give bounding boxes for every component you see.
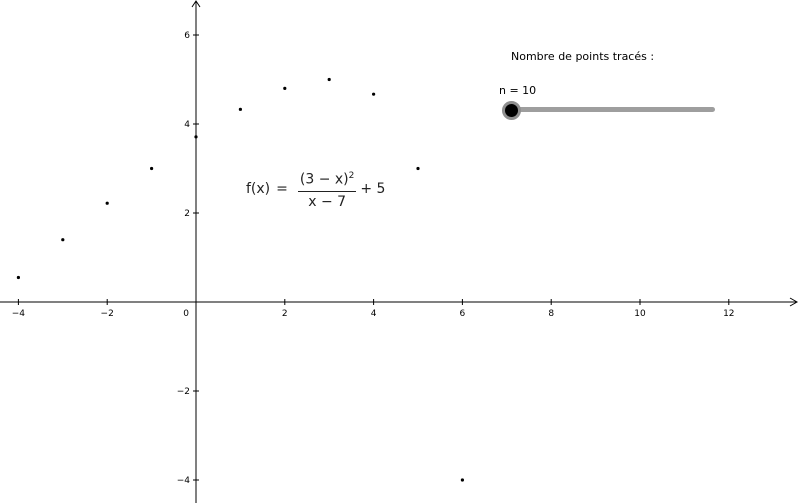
slider-track[interactable] [511,107,715,112]
plot-point [17,276,20,279]
plot-point [150,167,153,170]
x-tick-label: −4 [11,309,26,319]
y-tick-label: 4 [184,120,190,130]
x-tick-label: 12 [723,309,735,319]
plot-point [461,478,464,481]
slider-knob[interactable] [502,101,521,120]
x-tick-label: 10 [634,309,646,319]
plot-point [328,78,331,81]
x-tick-label: 8 [548,309,555,319]
x-tick-label: 2 [281,309,288,319]
formula-tail: + 5 [360,181,386,198]
x-tick-label: 4 [370,309,377,319]
y-tick-label: 6 [184,31,190,41]
slider-title: Nombre de points tracés : [511,50,655,63]
plot-point [416,167,419,170]
formula-equals: = [276,181,288,198]
x-tick-label: 6 [459,309,466,319]
slider-value-label: n = 10 [499,84,537,97]
plot-point [239,108,242,111]
origin-label: 0 [183,309,189,319]
plot-point [283,87,286,90]
formula-exponent: 2 [348,171,355,181]
formula-fraction [298,168,356,211]
formula-lhs: f(x) [246,181,271,198]
formula-numerator [298,168,356,192]
y-tick-label: 2 [184,209,190,219]
y-tick-label: −4 [176,476,190,486]
x-tick-label: −2 [100,309,114,319]
y-tick-label: −2 [176,387,190,397]
plot-point [106,202,109,205]
plot-point [194,135,197,138]
plot-point [372,93,375,96]
points-count-slider[interactable] [501,99,715,121]
formula-numerator-base: (3 − x) [299,171,349,188]
plot-point [61,238,64,241]
function-formula [246,168,385,211]
formula-denominator: x − 7 [308,193,347,210]
plotted-points [17,78,464,482]
